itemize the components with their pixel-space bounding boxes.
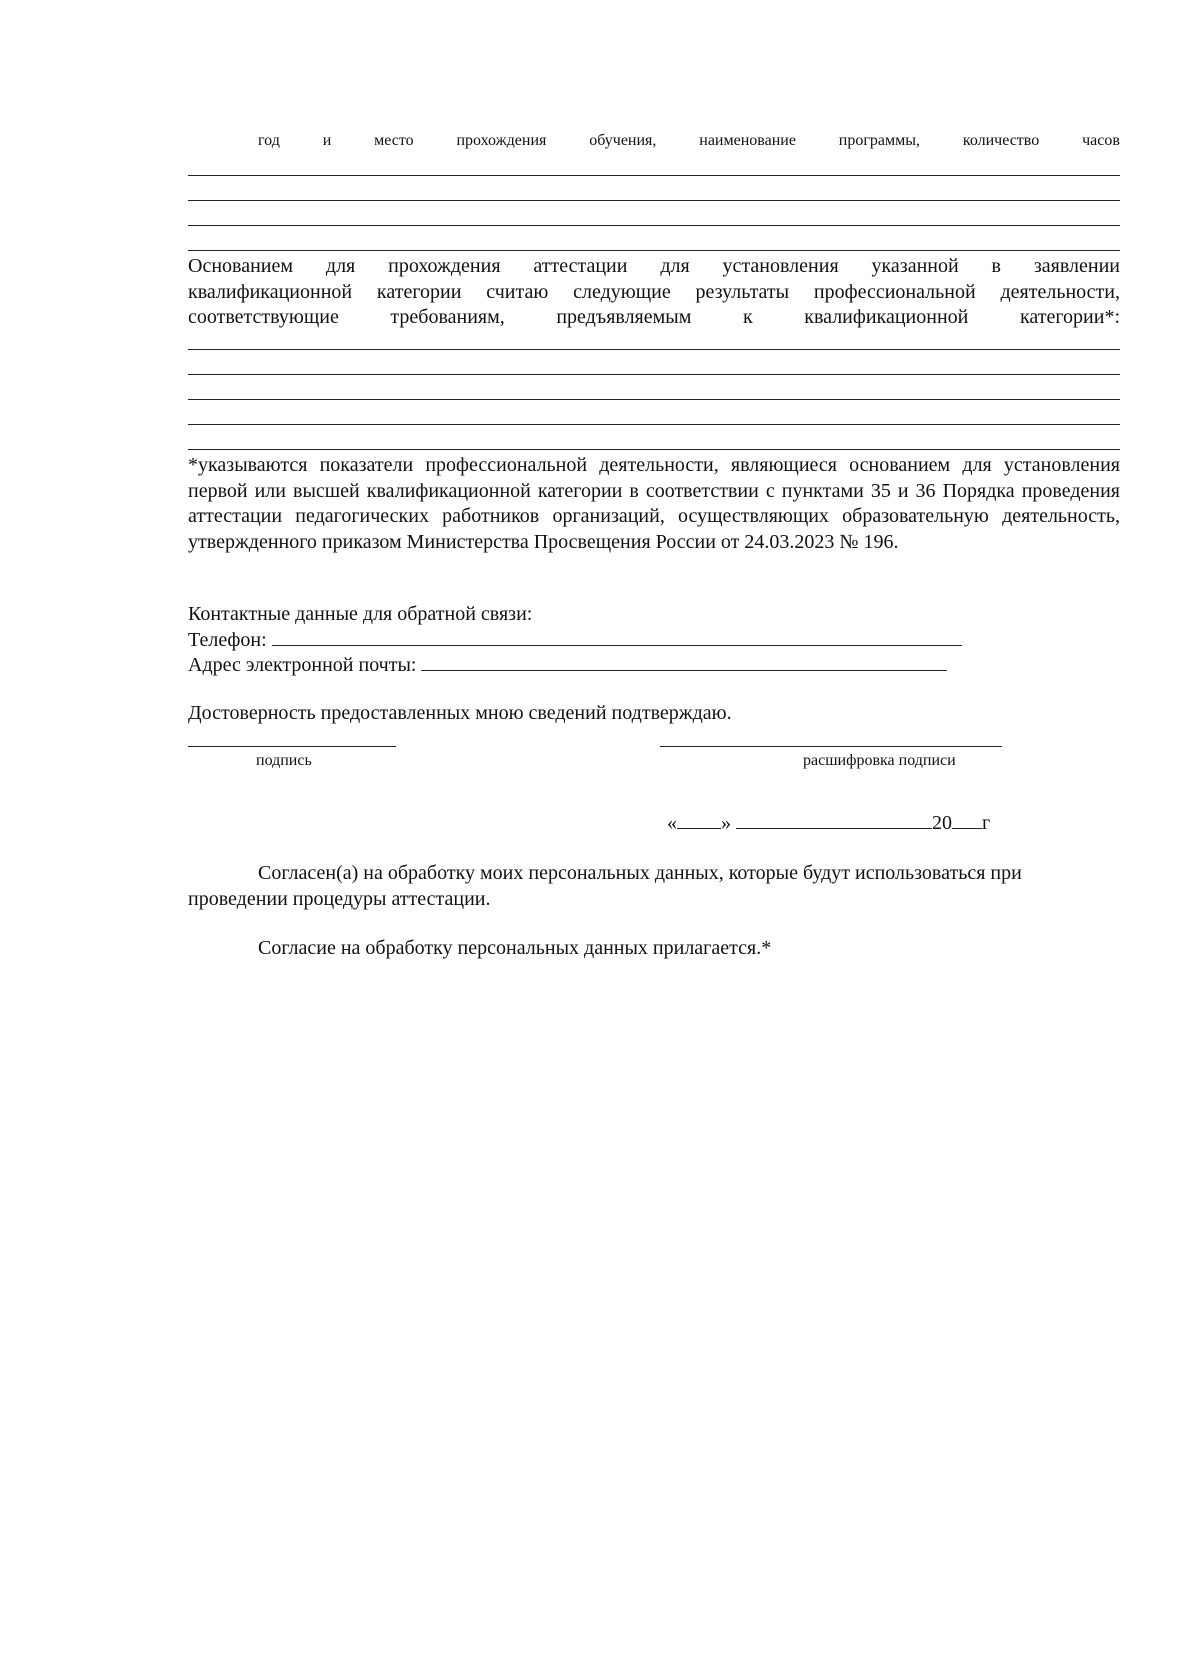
signature-line[interactable]: [188, 746, 396, 747]
basis-line: соответствующие требованиям, предъявляемым к квалификационной категории*:: [188, 306, 1120, 328]
footnote: *указываются показатели профессиональной деятельности, являющиеся основанием для установления первой или высшей квалификационной категории в соответствии с пунктами 35 и 36 Порядка проведения аттестации педагогических работников организаций, осуществляющих образовательную деятельность, утвержденного приказом Министерства Просвещения России от 24.03.2023 № 196.: [188, 454, 1120, 553]
training-header-word: обучения,: [589, 132, 657, 149]
consent-attached-text: Согласие на обработку персональных данных прилагается.*: [258, 937, 772, 959]
date-year-prefix: 20: [932, 812, 952, 834]
contacts-heading: Контактные данные для обратной связи:: [188, 603, 533, 625]
results-blank-line[interactable]: [188, 374, 1120, 375]
email-field[interactable]: [421, 652, 947, 671]
date-year-suffix: г: [982, 812, 991, 834]
consent-text: Согласен(а) на обработку моих персональных данных, которые будут использоваться при проведении процедуры аттестации.: [188, 862, 1022, 910]
training-header-word: год: [258, 132, 280, 149]
training-blank-line[interactable]: [188, 225, 1120, 226]
training-header-word: место: [374, 132, 414, 149]
signature-decoding-line[interactable]: [660, 746, 1002, 747]
date-line: [667, 810, 990, 837]
date-day-field[interactable]: [677, 810, 721, 829]
training-blank-line[interactable]: [188, 200, 1120, 201]
training-header-word: прохождения: [456, 132, 547, 149]
training-header-word: и: [322, 132, 332, 149]
training-header-word: количество: [962, 132, 1040, 149]
training-blank-line[interactable]: [188, 175, 1120, 176]
training-header: [188, 132, 1120, 150]
training-header-word: программы,: [838, 132, 921, 149]
date-year-field[interactable]: [952, 810, 982, 829]
date-month-field[interactable]: [736, 810, 932, 829]
basis-line: квалификационной категории считаю следующие результаты профессиональной деятельности,: [188, 280, 1120, 303]
results-blank-line[interactable]: [188, 449, 1120, 450]
confirmation-text: Достоверность предоставленных мною сведений подтверждаю.: [188, 702, 732, 724]
results-blank-line[interactable]: [188, 424, 1120, 425]
basis-line: Основанием для прохождения аттестации для установления указанной в заявлении: [188, 255, 1120, 277]
date-open-quote: «: [667, 812, 677, 834]
phone-label: Телефон:: [188, 629, 267, 651]
signature-caption: подпись: [256, 752, 312, 769]
training-header-word: часов: [1082, 132, 1120, 149]
decoding-caption: расшифровка подписи: [803, 752, 956, 769]
email-label: Адрес электронной почты:: [188, 654, 417, 676]
phone-row: [188, 627, 962, 654]
training-blank-line[interactable]: [188, 250, 1120, 251]
phone-field[interactable]: [272, 627, 962, 646]
results-blank-line[interactable]: [188, 399, 1120, 400]
date-close-quote: »: [721, 812, 731, 834]
results-blank-line[interactable]: [188, 349, 1120, 350]
training-header-word: наименование: [699, 132, 796, 149]
email-row: [188, 652, 947, 679]
basis-paragraph: [188, 254, 1120, 331]
